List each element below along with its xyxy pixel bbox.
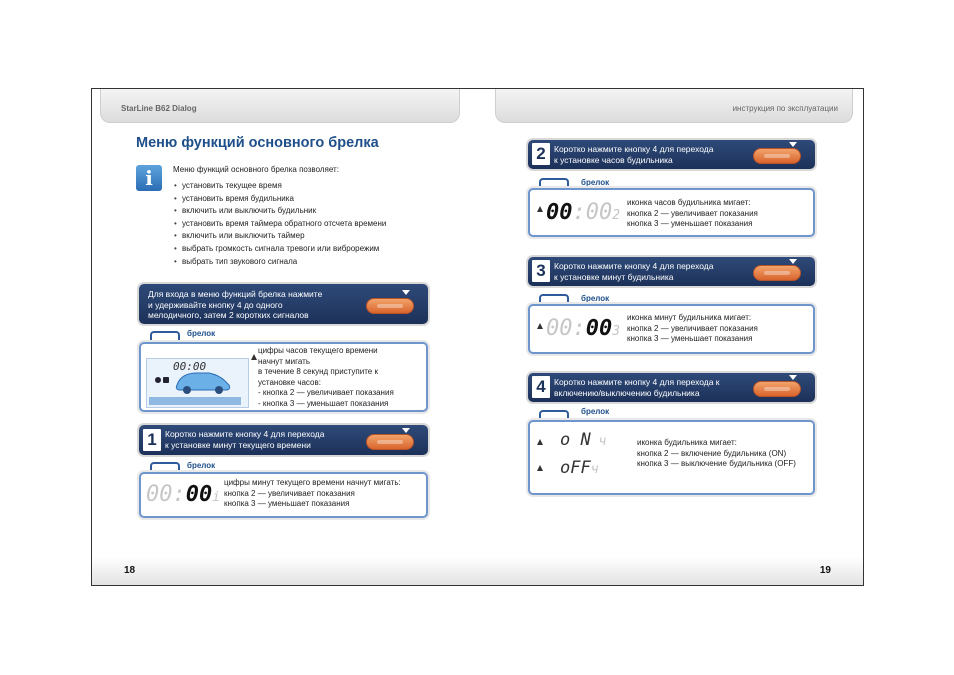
key-indicator-icon: [402, 290, 410, 295]
panel-line: иконка будильника мигает:: [637, 438, 737, 447]
step-3-text: [554, 261, 713, 282]
right-header-text: инструкция по эксплуатации: [732, 104, 838, 113]
step-2-bar: [528, 140, 815, 169]
step-4-bar: [528, 373, 815, 402]
lcd-dark: 00: [585, 316, 613, 341]
intro-item: • выбрать громкость сигнала тревоги или виброрежим: [173, 243, 379, 256]
alarm-icon: [537, 206, 543, 212]
step-number: 2: [532, 143, 550, 165]
intro-block: [173, 165, 387, 266]
panel-3-text: [627, 313, 758, 345]
enter-menu-bar: [139, 284, 428, 324]
fob-button-4-icon: [366, 434, 414, 450]
lcd-on: [560, 430, 606, 450]
step-3-bar: [528, 257, 815, 286]
fob-label: брелок: [187, 329, 216, 338]
panel-line: в течение 8 секунд приступите к: [258, 367, 378, 376]
step-line: Коротко нажмите кнопку 4 для перехода: [554, 261, 714, 271]
page-title: Меню функций основного брелка: [136, 135, 379, 151]
fob-label: брелок: [187, 461, 216, 470]
panel-line: начнут мигать: [258, 356, 310, 366]
right-header: [495, 89, 853, 123]
intro-item: • включить или выключить таймер: [173, 230, 305, 243]
step-line: Коротко нажмите кнопку 4 для перехода: [165, 429, 325, 439]
lcd-tail: 3: [612, 324, 621, 339]
enter-line: и удерживайте кнопку 4 до одного: [148, 299, 283, 310]
left-header: [100, 89, 460, 123]
panel-line: кнопка 3 — уменьшает показания: [627, 219, 753, 228]
enter-menu-text: [148, 289, 322, 321]
left-header-text: StarLine B62 Dialog: [121, 104, 197, 113]
intro-item: • включить или выключить будильник: [173, 205, 316, 218]
fob-label: брелок: [581, 407, 610, 416]
display-panel-3: [528, 304, 815, 354]
fob-screen: [146, 358, 249, 408]
panel-line: кнопка 2 — увеличивает показания: [627, 208, 758, 218]
panel-line: кнопка 3 — уменьшает показания: [627, 334, 753, 343]
enter-line: мелодичного, затем 2 коротких сигналов: [148, 310, 309, 320]
display-panel-a: [139, 342, 428, 412]
key-indicator-icon: [789, 142, 797, 147]
lcd-tail: ч: [590, 434, 607, 449]
panel-line: кнопка 2 — увеличивает показания: [627, 323, 758, 333]
fob-button-4-icon: [753, 381, 801, 397]
fob-button-4-icon: [753, 265, 801, 281]
lcd-on-text: o N: [560, 430, 591, 450]
panel-line: кнопка 2 — увеличивает показания: [224, 488, 355, 498]
intro-item: • установить время будильника: [173, 193, 294, 206]
step-line: к установке минут текущего времени: [165, 439, 311, 450]
panel-line: установке часов:: [258, 377, 321, 387]
display-panel-4: [528, 420, 815, 495]
display-panel-2: [528, 188, 815, 237]
step-number: 4: [532, 376, 550, 398]
lcd-tail: i: [212, 490, 221, 505]
page-number-right: 19: [819, 565, 831, 576]
panel-line: кнопка 2 — включение будильника (ON): [637, 448, 787, 458]
car-lock-icon: [147, 359, 247, 407]
step-1-text: [165, 429, 324, 450]
lcd-dim: 00:: [146, 482, 186, 507]
fob-label: брелок: [581, 294, 610, 303]
panel-line: - кнопка 3 — уменьшает показания: [258, 398, 389, 408]
panel-4-text: [637, 438, 796, 470]
lcd-alarm-minutes: [546, 316, 620, 341]
fob-label: брелок: [581, 178, 610, 187]
lcd-time: 00:00: [173, 360, 207, 373]
panel-2-text: [627, 198, 758, 230]
intro-item: • выбрать тип звукового сигнала: [173, 256, 297, 269]
step-2-text: [554, 144, 713, 165]
lcd-tail: 2: [612, 208, 621, 223]
lcd-dark: 00: [546, 200, 573, 225]
page-footer: [92, 557, 863, 585]
lcd-dark: 00: [185, 482, 213, 507]
panel-line: - кнопка 2 — увеличивает показания: [258, 388, 394, 397]
panel-line: цифры минут текущего времени начнут мигать:: [224, 478, 401, 487]
panel-line: иконка часов будильника мигает:: [627, 198, 751, 207]
lcd-dim: :00: [572, 200, 613, 225]
step-1-bar: [139, 425, 428, 455]
intro-lead: Меню функций основного брелка позволяет:: [173, 165, 339, 174]
step-number: 3: [532, 260, 550, 282]
page-number-left: 18: [124, 565, 136, 576]
bullet-arrow-icon: [251, 354, 257, 360]
panel-line: кнопка 3 — выключение будильника (OFF): [637, 459, 796, 468]
lcd-alarm-hours: [546, 200, 620, 225]
info-icon: i: [136, 165, 162, 191]
lcd-off-text: oFF: [560, 458, 591, 478]
intro-item: • установить время таймера обратного отсчета времени: [173, 218, 386, 231]
panel-line: кнопка 3 — уменьшает показания: [224, 499, 350, 508]
alarm-icon: [537, 465, 543, 471]
intro-item: • установить текущее время: [173, 180, 282, 193]
enter-line: Для входа в меню функций брелка нажмите: [148, 289, 323, 299]
lcd-off: [560, 458, 599, 478]
panel-b-text: [224, 478, 401, 510]
lcd-minutes: [146, 482, 220, 507]
lcd-dim: 00:: [546, 316, 586, 341]
step-line: к установке часов будильника: [554, 154, 673, 165]
fob-button-4-icon: [366, 298, 414, 314]
panel-line: иконка минут будильника мигает:: [627, 313, 752, 322]
step-line: включению/выключению будильника: [554, 387, 700, 398]
panel-a-text: [258, 346, 394, 409]
step-number: 1: [143, 429, 161, 451]
step-line: к установке минут будильника: [554, 271, 674, 282]
manual-spread: [91, 88, 864, 586]
key-indicator-icon: [789, 259, 797, 264]
step-line: Коротко нажмите кнопку 4 для перехода к: [554, 377, 720, 387]
key-indicator-icon: [402, 428, 410, 433]
key-indicator-icon: [789, 375, 797, 380]
step-4-text: [554, 377, 720, 398]
fob-button-4-icon: [753, 148, 801, 164]
alarm-icon: [537, 439, 543, 445]
alarm-icon: [537, 323, 543, 329]
lcd-tail: ч: [590, 462, 599, 477]
display-panel-b: [139, 472, 428, 518]
panel-line: цифры часов текущего времени: [258, 346, 378, 355]
step-line: Коротко нажмите кнопку 4 для перехода: [554, 144, 714, 154]
